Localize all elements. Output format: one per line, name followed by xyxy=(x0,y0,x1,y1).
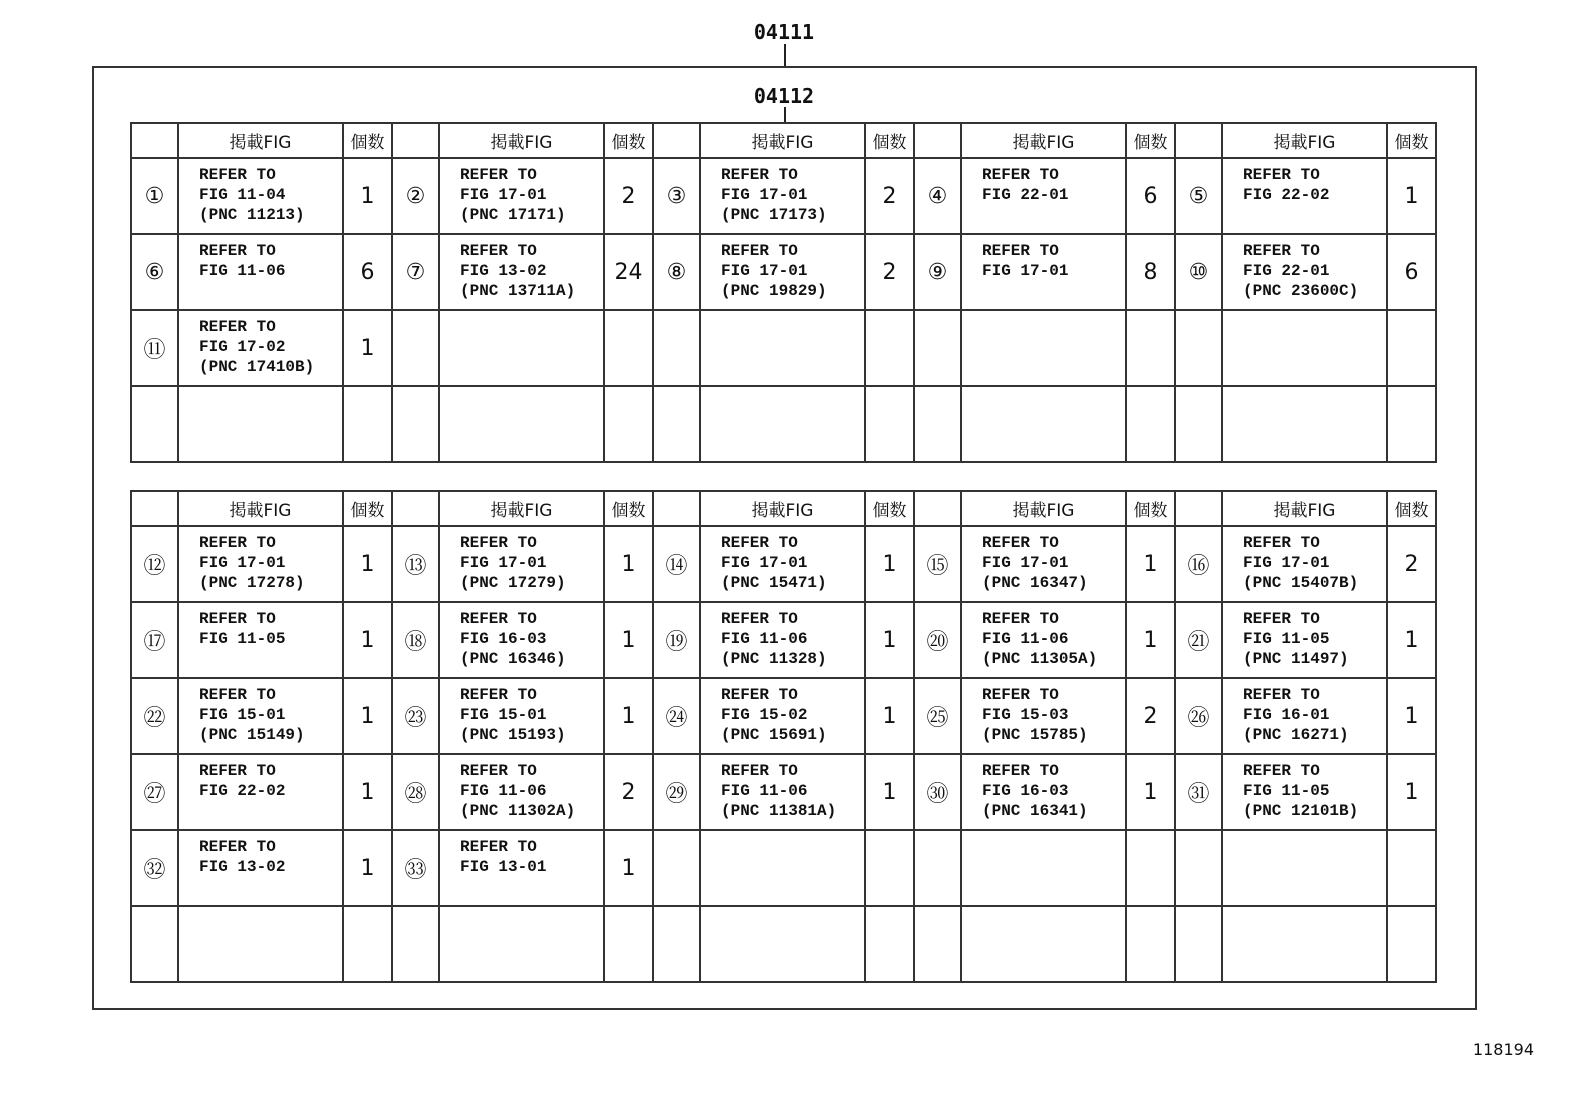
reference-table-1 xyxy=(130,122,1437,463)
table-row xyxy=(131,158,1436,234)
header-fig: 掲載FIG xyxy=(178,491,343,526)
item-number: ㉚ xyxy=(914,754,961,830)
item-number: ⑫ xyxy=(131,526,178,602)
reference-line: FIG 11-05 xyxy=(1243,630,1330,648)
table-row xyxy=(131,526,1436,602)
reference-cell xyxy=(961,602,1126,678)
reference-cell xyxy=(178,906,343,982)
item-number: ㉜ xyxy=(131,830,178,906)
item-number xyxy=(392,386,439,462)
item-quantity xyxy=(1387,310,1436,386)
item-quantity: 6 xyxy=(343,234,392,310)
reference-cell xyxy=(178,754,343,830)
reference-line: (PNC 11381A) xyxy=(721,802,837,820)
reference-line: FIG 11-06 xyxy=(721,630,808,648)
item-number: ⑳ xyxy=(914,602,961,678)
reference-cell xyxy=(178,678,343,754)
item-number xyxy=(1175,906,1222,982)
reference-line: FIG 13-01 xyxy=(460,858,547,876)
item-number xyxy=(1175,386,1222,462)
item-number: ④ xyxy=(914,158,961,234)
header-qty: 個数 xyxy=(1387,491,1436,526)
item-number: ⑥ xyxy=(131,234,178,310)
reference-line: FIG 13-02 xyxy=(199,858,286,876)
reference-cell xyxy=(700,602,865,678)
reference-cell xyxy=(961,754,1126,830)
item-number xyxy=(131,386,178,462)
item-quantity: 2 xyxy=(865,158,914,234)
reference-cell xyxy=(1222,602,1387,678)
header-number-cell xyxy=(392,491,439,526)
item-quantity: 1 xyxy=(343,754,392,830)
header-fig: 掲載FIG xyxy=(1222,123,1387,158)
item-quantity: 2 xyxy=(1126,678,1175,754)
table-row xyxy=(131,754,1436,830)
header-number-cell xyxy=(392,123,439,158)
reference-cell xyxy=(439,234,604,310)
header-fig: 掲載FIG xyxy=(961,123,1126,158)
reference-cell xyxy=(178,158,343,234)
reference-cell xyxy=(439,678,604,754)
item-quantity xyxy=(604,386,653,462)
header-fig: 掲載FIG xyxy=(700,123,865,158)
table-row xyxy=(131,830,1436,906)
item-number: ㉛ xyxy=(1175,754,1222,830)
reference-cell xyxy=(961,158,1126,234)
reference-line: (PNC 15785) xyxy=(982,726,1088,744)
reference-line: FIG 15-03 xyxy=(982,706,1069,724)
reference-line: REFER TO xyxy=(721,610,798,628)
leader-line-inner xyxy=(784,107,786,123)
item-number: ㉓ xyxy=(392,678,439,754)
item-quantity: 1 xyxy=(343,526,392,602)
leader-line-top xyxy=(784,44,786,66)
item-number xyxy=(131,906,178,982)
item-quantity: 24 xyxy=(604,234,653,310)
reference-cell xyxy=(1222,906,1387,982)
item-quantity xyxy=(1387,906,1436,982)
assembly-label-04111: 04111 xyxy=(753,20,815,44)
reference-line: (PNC 16347) xyxy=(982,574,1088,592)
reference-cell xyxy=(700,830,865,906)
reference-line: FIG 17-01 xyxy=(721,262,808,280)
table-row xyxy=(131,386,1436,462)
reference-cell xyxy=(700,754,865,830)
item-quantity: 1 xyxy=(604,526,653,602)
reference-cell xyxy=(178,602,343,678)
table-header xyxy=(131,123,1436,158)
item-number: ⑧ xyxy=(653,234,700,310)
item-quantity: 1 xyxy=(604,830,653,906)
item-quantity: 2 xyxy=(604,754,653,830)
item-number xyxy=(653,906,700,982)
reference-line: (PNC 17410B) xyxy=(199,358,315,376)
item-quantity: 1 xyxy=(1387,158,1436,234)
item-number: ③ xyxy=(653,158,700,234)
reference-line: REFER TO xyxy=(199,610,276,628)
header-qty: 個数 xyxy=(1126,123,1175,158)
reference-line: REFER TO xyxy=(460,610,537,628)
item-quantity: 6 xyxy=(1126,158,1175,234)
item-number xyxy=(653,830,700,906)
item-quantity: 1 xyxy=(343,310,392,386)
reference-cell xyxy=(700,678,865,754)
reference-line: FIG 11-06 xyxy=(199,262,286,280)
item-quantity xyxy=(1126,386,1175,462)
item-quantity xyxy=(604,310,653,386)
reference-cell xyxy=(1222,830,1387,906)
reference-line: FIG 11-05 xyxy=(1243,782,1330,800)
assembly-label-04112: 04112 xyxy=(753,84,815,108)
reference-line: FIG 11-05 xyxy=(199,630,286,648)
reference-cell xyxy=(961,386,1126,462)
reference-line: FIG 15-01 xyxy=(460,706,547,724)
item-number xyxy=(392,310,439,386)
reference-cell xyxy=(961,234,1126,310)
item-number: ⑩ xyxy=(1175,234,1222,310)
header-qty: 個数 xyxy=(865,491,914,526)
item-number: ⑱ xyxy=(392,602,439,678)
reference-line: FIG 11-04 xyxy=(199,186,286,204)
reference-line: (PNC 15691) xyxy=(721,726,827,744)
table-body xyxy=(131,158,1436,462)
reference-line: FIG 17-01 xyxy=(1243,554,1330,572)
header-fig: 掲載FIG xyxy=(1222,491,1387,526)
table-row xyxy=(131,234,1436,310)
header-number-cell xyxy=(131,491,178,526)
table-row xyxy=(131,906,1436,982)
reference-line: REFER TO xyxy=(721,166,798,184)
reference-line: FIG 15-01 xyxy=(199,706,286,724)
reference-line: (PNC 12101B) xyxy=(1243,802,1359,820)
item-number: ㉕ xyxy=(914,678,961,754)
item-quantity: 1 xyxy=(1387,602,1436,678)
reference-cell xyxy=(1222,386,1387,462)
reference-cell xyxy=(700,386,865,462)
reference-line: REFER TO xyxy=(1243,242,1320,260)
reference-line: (PNC 11302A) xyxy=(460,802,576,820)
reference-cell xyxy=(439,386,604,462)
reference-line: REFER TO xyxy=(982,610,1059,628)
reference-line: FIG 17-02 xyxy=(199,338,286,356)
item-number xyxy=(914,386,961,462)
item-quantity: 1 xyxy=(604,678,653,754)
reference-line: REFER TO xyxy=(199,534,276,552)
item-quantity: 1 xyxy=(343,602,392,678)
reference-cell xyxy=(178,310,343,386)
reference-line: REFER TO xyxy=(199,318,276,336)
reference-cell xyxy=(178,830,343,906)
item-quantity: 1 xyxy=(865,678,914,754)
item-number: ⑯ xyxy=(1175,526,1222,602)
item-quantity: 1 xyxy=(343,830,392,906)
item-number: ① xyxy=(131,158,178,234)
item-number xyxy=(653,386,700,462)
reference-cell xyxy=(1222,234,1387,310)
illustration-id: 118194 xyxy=(1472,1040,1534,1059)
reference-line: REFER TO xyxy=(199,242,276,260)
reference-cell xyxy=(1222,526,1387,602)
reference-cell xyxy=(439,754,604,830)
header-number-cell xyxy=(653,123,700,158)
reference-line: REFER TO xyxy=(199,166,276,184)
reference-line: (PNC 15471) xyxy=(721,574,827,592)
item-quantity: 1 xyxy=(1387,754,1436,830)
reference-line: (PNC 13711A) xyxy=(460,282,576,300)
reference-line: (PNC 16346) xyxy=(460,650,566,668)
reference-line: FIG 15-02 xyxy=(721,706,808,724)
header-fig: 掲載FIG xyxy=(439,123,604,158)
item-quantity xyxy=(1126,906,1175,982)
reference-line: FIG 22-02 xyxy=(1243,186,1330,204)
reference-line: FIG 17-01 xyxy=(721,554,808,572)
item-number xyxy=(914,830,961,906)
reference-cell xyxy=(439,906,604,982)
table-header xyxy=(131,491,1436,526)
header-fig: 掲載FIG xyxy=(178,123,343,158)
item-number: ⑰ xyxy=(131,602,178,678)
item-quantity: 2 xyxy=(604,158,653,234)
table-row xyxy=(131,678,1436,754)
reference-cell xyxy=(700,526,865,602)
item-quantity xyxy=(343,386,392,462)
reference-cell xyxy=(178,386,343,462)
reference-line: REFER TO xyxy=(982,534,1059,552)
item-quantity: 8 xyxy=(1126,234,1175,310)
item-quantity: 1 xyxy=(865,754,914,830)
reference-cell xyxy=(439,158,604,234)
reference-line: (PNC 15193) xyxy=(460,726,566,744)
reference-line: (PNC 15149) xyxy=(199,726,305,744)
reference-cell xyxy=(178,234,343,310)
table-body xyxy=(131,526,1436,982)
reference-line: FIG 16-03 xyxy=(460,630,547,648)
header-number-cell xyxy=(1175,491,1222,526)
reference-line: REFER TO xyxy=(199,838,276,856)
reference-cell xyxy=(700,234,865,310)
reference-line: REFER TO xyxy=(982,242,1059,260)
item-quantity xyxy=(604,906,653,982)
item-number: ⑤ xyxy=(1175,158,1222,234)
item-number xyxy=(914,906,961,982)
reference-line: REFER TO xyxy=(982,166,1059,184)
item-quantity: 2 xyxy=(1387,526,1436,602)
reference-line: REFER TO xyxy=(1243,610,1320,628)
reference-line: (PNC 11328) xyxy=(721,650,827,668)
item-quantity: 1 xyxy=(343,678,392,754)
item-number xyxy=(914,310,961,386)
item-number: ⑮ xyxy=(914,526,961,602)
reference-line: REFER TO xyxy=(721,686,798,704)
reference-line: (PNC 17278) xyxy=(199,574,305,592)
reference-line: REFER TO xyxy=(721,762,798,780)
reference-line: FIG 13-02 xyxy=(460,262,547,280)
reference-line: FIG 11-06 xyxy=(982,630,1069,648)
header-qty: 個数 xyxy=(865,123,914,158)
reference-line: FIG 17-01 xyxy=(721,186,808,204)
reference-cell xyxy=(439,602,604,678)
item-quantity xyxy=(1126,310,1175,386)
reference-cell xyxy=(700,310,865,386)
reference-line: (PNC 17173) xyxy=(721,206,827,224)
reference-line: REFER TO xyxy=(1243,534,1320,552)
reference-line: (PNC 16271) xyxy=(1243,726,1349,744)
reference-line: REFER TO xyxy=(460,242,537,260)
reference-cell xyxy=(178,526,343,602)
item-quantity xyxy=(865,906,914,982)
header-number-cell xyxy=(131,123,178,158)
reference-line: FIG 17-01 xyxy=(460,554,547,572)
header-qty: 個数 xyxy=(343,123,392,158)
item-quantity: 1 xyxy=(1387,678,1436,754)
reference-line: FIG 17-01 xyxy=(982,554,1069,572)
item-quantity xyxy=(343,906,392,982)
item-quantity xyxy=(1387,830,1436,906)
item-number: ⑭ xyxy=(653,526,700,602)
reference-line: (PNC 19829) xyxy=(721,282,827,300)
header-number-cell xyxy=(1175,123,1222,158)
item-quantity: 1 xyxy=(604,602,653,678)
item-number: ㉒ xyxy=(131,678,178,754)
reference-cell xyxy=(961,678,1126,754)
item-quantity: 2 xyxy=(865,234,914,310)
reference-cell xyxy=(1222,754,1387,830)
reference-line: REFER TO xyxy=(721,242,798,260)
reference-cell xyxy=(961,526,1126,602)
header-row xyxy=(131,123,1436,158)
item-number: ⑨ xyxy=(914,234,961,310)
item-number: ② xyxy=(392,158,439,234)
item-quantity xyxy=(865,310,914,386)
item-quantity: 6 xyxy=(1387,234,1436,310)
reference-line: (PNC 11305A) xyxy=(982,650,1098,668)
reference-line: FIG 11-06 xyxy=(460,782,547,800)
item-number: ⑲ xyxy=(653,602,700,678)
header-qty: 個数 xyxy=(604,491,653,526)
item-quantity xyxy=(1126,830,1175,906)
reference-line: FIG 16-01 xyxy=(1243,706,1330,724)
item-number: ㉗ xyxy=(131,754,178,830)
reference-line: (PNC 17171) xyxy=(460,206,566,224)
reference-line: FIG 22-01 xyxy=(1243,262,1330,280)
reference-line: REFER TO xyxy=(1243,686,1320,704)
item-quantity: 1 xyxy=(1126,602,1175,678)
item-quantity: 1 xyxy=(343,158,392,234)
item-number: ㉖ xyxy=(1175,678,1222,754)
item-number: ㉑ xyxy=(1175,602,1222,678)
reference-cell xyxy=(700,906,865,982)
reference-line: FIG 17-01 xyxy=(460,186,547,204)
reference-cell xyxy=(1222,310,1387,386)
item-number xyxy=(1175,310,1222,386)
header-fig: 掲載FIG xyxy=(700,491,865,526)
reference-line: REFER TO xyxy=(982,762,1059,780)
reference-cell xyxy=(439,310,604,386)
item-number: ⑬ xyxy=(392,526,439,602)
reference-line: FIG 16-03 xyxy=(982,782,1069,800)
reference-cell xyxy=(1222,158,1387,234)
item-number xyxy=(1175,830,1222,906)
header-number-cell xyxy=(914,123,961,158)
reference-line: FIG 17-01 xyxy=(199,554,286,572)
header-qty: 個数 xyxy=(1387,123,1436,158)
reference-line: REFER TO xyxy=(460,838,537,856)
reference-cell xyxy=(961,906,1126,982)
reference-line: REFER TO xyxy=(1243,166,1320,184)
header-fig: 掲載FIG xyxy=(961,491,1126,526)
reference-cell xyxy=(961,310,1126,386)
reference-line: (PNC 15407B) xyxy=(1243,574,1359,592)
reference-cell xyxy=(961,830,1126,906)
item-number: ㉝ xyxy=(392,830,439,906)
item-number: ⑦ xyxy=(392,234,439,310)
header-fig: 掲載FIG xyxy=(439,491,604,526)
header-qty: 個数 xyxy=(604,123,653,158)
table-row xyxy=(131,602,1436,678)
item-number xyxy=(653,310,700,386)
reference-line: REFER TO xyxy=(199,762,276,780)
item-number xyxy=(392,906,439,982)
header-number-cell xyxy=(653,491,700,526)
item-quantity: 1 xyxy=(865,602,914,678)
header-qty: 個数 xyxy=(343,491,392,526)
item-quantity xyxy=(865,386,914,462)
reference-line: REFER TO xyxy=(982,686,1059,704)
reference-line: REFER TO xyxy=(460,534,537,552)
item-number: ⑪ xyxy=(131,310,178,386)
reference-line: (PNC 16341) xyxy=(982,802,1088,820)
reference-line: REFER TO xyxy=(1243,762,1320,780)
reference-cell xyxy=(700,158,865,234)
item-quantity: 1 xyxy=(1126,526,1175,602)
table-row xyxy=(131,310,1436,386)
reference-line: FIG 11-06 xyxy=(721,782,808,800)
item-quantity xyxy=(1387,386,1436,462)
reference-line: FIG 22-01 xyxy=(982,186,1069,204)
reference-cell xyxy=(439,526,604,602)
item-number: ㉔ xyxy=(653,678,700,754)
reference-line: REFER TO xyxy=(460,762,537,780)
reference-line: (PNC 11497) xyxy=(1243,650,1349,668)
reference-cell xyxy=(1222,678,1387,754)
item-number: ㉘ xyxy=(392,754,439,830)
reference-line: REFER TO xyxy=(460,166,537,184)
header-row xyxy=(131,491,1436,526)
reference-line: (PNC 23600C) xyxy=(1243,282,1359,300)
reference-line: REFER TO xyxy=(721,534,798,552)
item-quantity: 1 xyxy=(865,526,914,602)
header-number-cell xyxy=(914,491,961,526)
reference-line: FIG 17-01 xyxy=(982,262,1069,280)
reference-line: REFER TO xyxy=(460,686,537,704)
reference-table-2 xyxy=(130,490,1437,983)
item-quantity xyxy=(865,830,914,906)
item-number: ㉙ xyxy=(653,754,700,830)
reference-line: (PNC 11213) xyxy=(199,206,305,224)
item-quantity: 1 xyxy=(1126,754,1175,830)
reference-cell xyxy=(439,830,604,906)
header-qty: 個数 xyxy=(1126,491,1175,526)
reference-line: FIG 22-02 xyxy=(199,782,286,800)
reference-line: REFER TO xyxy=(199,686,276,704)
reference-line: (PNC 17279) xyxy=(460,574,566,592)
